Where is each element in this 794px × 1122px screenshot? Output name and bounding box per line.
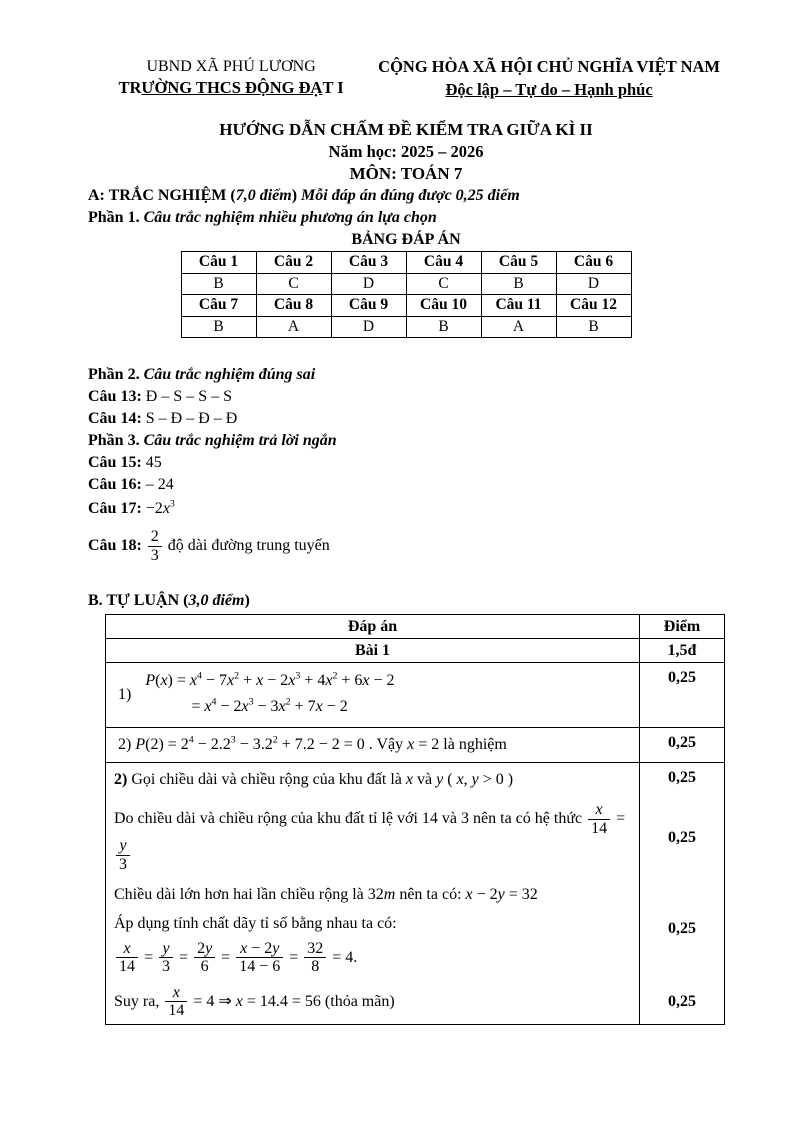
question-header: Câu 9	[331, 295, 406, 316]
question-header: Câu 7	[181, 295, 256, 316]
essay-row3-paraB	[106, 797, 640, 877]
answer-cell: B	[181, 273, 256, 294]
issuing-authority-block	[88, 56, 374, 101]
row1-equation-line2: = $x^4 - 2x^3 - 3x^2 + 7x - 2$	[191, 696, 348, 716]
essay-row3-pointD: 0,25	[668, 993, 696, 1011]
cau14-label: Câu 14:	[88, 409, 142, 427]
part3-heading: Phần 3. Câu trắc nghiệm trả lời ngắn	[88, 431, 337, 449]
answer-cell: A	[481, 316, 556, 337]
answer-cell: B	[556, 316, 631, 337]
essay-bai1-label: Bài 1	[106, 639, 640, 663]
answer-cell: B	[181, 316, 256, 337]
cau18-line	[88, 526, 724, 566]
essay-row3-pointC: 0,25	[668, 920, 696, 938]
answer-table-title: BẢNG ĐÁP ÁN	[351, 231, 461, 249]
row1-item-number: 1)	[118, 685, 132, 703]
cau15-label: Câu 15:	[88, 453, 142, 471]
cau13-label: Câu 13:	[88, 387, 142, 405]
question-header: Câu 3	[331, 252, 406, 273]
row3-paragraph: 2) Gọi chiều dài và chiều rộng của khu đất là x và y ( x, y > 0 )	[114, 771, 514, 789]
essay-row1-answer	[106, 663, 640, 728]
essay-col-point-header: Điểm	[640, 615, 724, 639]
cau18-answer: $\frac{2}{3}$ độ dài đường trung tuyến	[146, 537, 330, 554]
document-titles	[88, 119, 724, 186]
row3-paragraph: Chiều dài lớn hơn hai lần chiều rộng là 32m nên ta có: x − 2y = 32	[114, 885, 538, 903]
answer-row	[181, 273, 631, 294]
answer-cell: D	[331, 273, 406, 294]
cau14-answer: S – Đ – Đ – Đ	[145, 409, 238, 427]
essay-row3-pointB: 0,25	[668, 828, 696, 846]
row3-paragraph: Áp dụng tính chất dãy tỉ số bằng nhau ta có:	[114, 914, 397, 932]
cau16-answer: – 24	[145, 475, 174, 493]
question-header: Câu 1	[181, 252, 256, 273]
national-motto: Độc lập – Tự do – Hạnh phúc	[445, 79, 653, 99]
part1-heading: Phần 1. Câu trắc nghiệm nhiều phương án lựa chọn	[88, 209, 437, 227]
question-header: Câu 2	[256, 252, 331, 273]
cau13-answer: Đ – S – S – S	[145, 387, 233, 405]
cau17-label: Câu 17:	[88, 499, 142, 517]
national-motto-block	[374, 56, 724, 101]
question-header: Câu 8	[256, 295, 331, 316]
cau16-line	[88, 474, 724, 496]
cau13-line	[88, 386, 724, 408]
essay-row3-paraD	[106, 980, 640, 1024]
national-title: CỘNG HÒA XÃ HỘI CHỦ NGHĨA VIỆT NAM	[378, 57, 720, 76]
essay-col-answer-header: Đáp án	[106, 615, 640, 639]
subject: MÔN: TOÁN 7	[349, 163, 463, 183]
answer-cell: A	[256, 316, 331, 337]
answer-cell: B	[481, 273, 556, 294]
answer-cell: C	[406, 273, 481, 294]
cau18-label: Câu 18:	[88, 536, 142, 554]
row3-equation-chain: $\frac{x}{14}$ = $\frac{y}{3}$ = $\frac{2y}{6}$ = $\frac{x - 2y}{14 - 6}$ = $\frac{32}{8}$ = 4.	[114, 940, 631, 976]
answer-cell: B	[406, 316, 481, 337]
row1-equation-line1: $P(x) = x^4 - 7x^2 + x - 2x^3 + 4x^2 + 6x - 2$	[145, 670, 395, 690]
school-year: Năm học: 2025 – 2026	[328, 141, 484, 161]
section-b-heading: B. TỰ LUẬN (3,0 điểm)	[88, 591, 250, 609]
cau15-line	[88, 452, 724, 474]
essay-row3-paraA	[106, 763, 640, 797]
section-a-heading: A: TRẮC NGHIỆM (7,0 điểm) Mỗi đáp án đúng được 0,25 điểm	[88, 187, 520, 205]
question-header: Câu 5	[481, 252, 556, 273]
cau17-line	[88, 496, 724, 522]
answer-table-header-row	[181, 295, 631, 316]
essay-row2-answer	[106, 728, 640, 763]
spacer	[88, 338, 724, 364]
answer-table	[181, 251, 632, 338]
authority-name: UBND XÃ PHÚ LƯƠNG	[146, 58, 316, 75]
cau14-line	[88, 408, 724, 430]
essay-table	[105, 614, 725, 1025]
doc-title: HƯỚNG DẪN CHẤM ĐỀ KIỂM TRA GIỮA KÌ II	[219, 119, 593, 139]
letterhead	[88, 56, 724, 101]
essay-row3-pointA: 0,25	[668, 769, 696, 787]
school-name: TRƯỜNG THCS ĐỘNG ĐẠT I	[118, 78, 344, 98]
essay-row1-point: 0,25	[640, 663, 724, 728]
question-header: Câu 10	[406, 295, 481, 316]
essay-row3-paraC	[106, 878, 640, 980]
answer-cell: D	[556, 273, 631, 294]
row3-paragraph: Suy ra, $\frac{x}{14}$ = 4 ⇒ x = 14.4 = 56 (thỏa mãn)	[114, 983, 395, 1020]
question-header: Câu 12	[556, 295, 631, 316]
question-header: Câu 11	[481, 295, 556, 316]
row3-paragraph: Do chiều dài và chiều rộng của khu đất tỉ lệ với 14 và 3 nên ta có hệ thức $\frac{x}{14}$ = $\frac{y}{3}$	[114, 801, 626, 873]
essay-row2-point: 0,25	[640, 728, 724, 763]
part2-heading: Phần 2. Câu trắc nghiệm đúng sai	[88, 365, 316, 383]
question-header: Câu 6	[556, 252, 631, 273]
answer-cell: D	[331, 316, 406, 337]
row1-equations	[145, 668, 394, 720]
essay-bai1-point: 1,5đ	[640, 639, 724, 663]
answer-row	[181, 316, 631, 337]
cau15-answer: 45	[145, 453, 162, 471]
cau17-answer: $-2x^3$	[145, 498, 175, 517]
cau16-label: Câu 16:	[88, 475, 142, 493]
answer-table-header-row	[181, 252, 631, 273]
answer-cell: C	[256, 273, 331, 294]
row2-content: 2) $P(2) = 2^4 - 2.2^3 - 3.2^2 + 7.2 - 2 = 0$ . Vậy x = 2 là nghiệm	[118, 734, 507, 754]
question-header: Câu 4	[406, 252, 481, 273]
